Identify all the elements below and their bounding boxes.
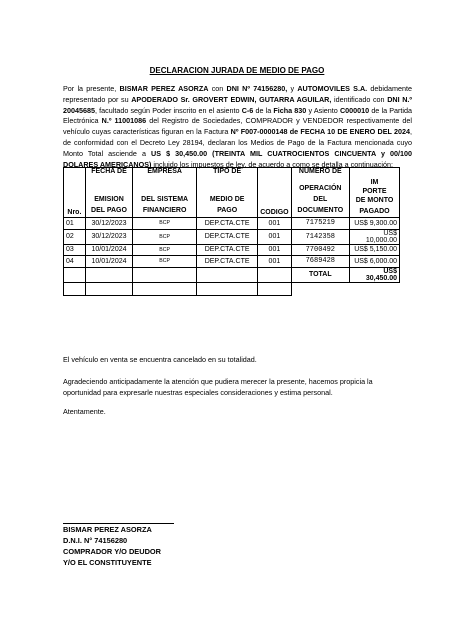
text: incluido los impuestos de ley, de acuerdo a como se detalla a continuación: [151, 159, 393, 169]
cell: US$ 5,150.00 [350, 244, 400, 256]
signer-role: COMPRADOR Y/O DEUDOR [63, 547, 162, 556]
total-label: TOTAL [291, 267, 349, 282]
payment-table [63, 167, 400, 296]
importe-header [350, 168, 400, 218]
invoice-ref: Nº F007-0000148 de FECHA 10 DE ENERO DEL 2024 [230, 127, 411, 137]
cell: US$ 10,000.00 [350, 229, 400, 244]
header-cell: EMISION DEL PAGO [85, 178, 132, 218]
signer-dni: D.N.I. N° 74156280 [63, 536, 128, 545]
cell: DEP.CTA.CTE [197, 244, 258, 256]
cell [291, 282, 349, 295]
representative-dni: DNI N.º 20045685 [63, 94, 413, 115]
cell: 30/12/2023 [85, 218, 132, 230]
table-header-row [64, 178, 400, 218]
cell [133, 282, 197, 295]
header-cell [64, 168, 86, 179]
text: de la [253, 105, 274, 115]
total-value: US$ 30,450.00 [350, 267, 400, 282]
signature-line [63, 523, 174, 524]
ficha: Ficha 830 [273, 105, 307, 115]
cell [258, 267, 291, 282]
header-text: DE MONTO [355, 197, 394, 204]
header-text: PORTE [362, 188, 387, 195]
text: y [287, 84, 298, 93]
text: de la Partida Electrónica [63, 105, 412, 126]
table-row [64, 244, 400, 256]
cell: BCP [133, 256, 197, 268]
cell: 7142358 [291, 229, 349, 244]
intro-paragraph [63, 84, 412, 170]
header-cell: DEL SISTEMA FINANCIERO [133, 178, 197, 218]
cell [64, 282, 86, 295]
cell: DEP.CTA.CTE [197, 256, 258, 268]
cell: 7175219 [291, 218, 349, 230]
text: del Registro de Sociedades, COMPRADOR y VENDEDOR respectivamente del vehículo cuyas características figuran en la Factura [63, 116, 412, 137]
cell: 001 [258, 256, 291, 268]
table-row [64, 218, 400, 230]
cell: 001 [258, 229, 291, 244]
cell: 30/12/2023 [85, 229, 132, 244]
table-row [64, 256, 400, 268]
header-cell: MEDIO DE PAGO [197, 178, 258, 218]
cell: BCP [133, 229, 197, 244]
table-row [64, 282, 400, 295]
closing-paragraph: Agradeciendo anticipadamente la atención que pudiera merecer la presente, hacemos propicia la oportunidad para expresarle nuestras especiales consideraciones y estima personal. [63, 377, 373, 397]
cell [197, 267, 258, 282]
table-header-row [64, 168, 400, 179]
cell [64, 267, 86, 282]
header-cell: OPERACIÓN DEL DOCUMENTO [291, 178, 349, 218]
header-cell: Nro. [64, 178, 86, 218]
buyer-dni: DNI Nº 74156280, [226, 84, 288, 93]
cell [258, 282, 291, 295]
table-row [64, 229, 400, 244]
asiento-2: C000010 [339, 105, 370, 115]
text: , facultado según Poder inscrito en el asiento [94, 105, 242, 115]
header-cell: NUMERO DE [291, 168, 349, 179]
asiento: C-6 [241, 105, 254, 115]
cell [85, 267, 132, 282]
cell: 03 [64, 244, 86, 256]
header-cell: CODIGO [258, 178, 291, 218]
cell: 7700492 [291, 244, 349, 256]
partida: N.º 11001086 [101, 116, 147, 126]
cell: DEP.CTA.CTE [197, 218, 258, 230]
cell: 02 [64, 229, 86, 244]
header-text: PAGADO [359, 208, 390, 215]
text: identificado con [331, 94, 388, 104]
cell: US$ 9,300.00 [350, 218, 400, 230]
header-text: IM [370, 179, 379, 186]
cell: US$ 6,000.00 [350, 256, 400, 268]
buyer-name: BISMAR PEREZ ASORZA [119, 84, 209, 93]
cell: 01 [64, 218, 86, 230]
text: con [208, 84, 227, 93]
representative: APODERADO Sr. GROVERT EDWIN, GUTARRA AGUILAR, [131, 94, 332, 104]
header-cell: TIPO DE [197, 168, 258, 179]
cell [197, 282, 258, 295]
text: Por la presente, [63, 84, 120, 93]
cell: 7689428 [291, 256, 349, 268]
cell: 10/01/2024 [85, 244, 132, 256]
cell: BCP [133, 218, 197, 230]
table-row [64, 267, 400, 282]
cell [133, 267, 197, 282]
document-title: DECLARACION JURADA DE MEDIO DE PAGO [149, 66, 325, 75]
total-amount: US $ 30,450.00 (TREINTA MIL CUATROCIENTOS CINCUENTA y 00/100 DOLARES AMERICANOS) [63, 148, 412, 169]
signer-name: BISMAR PEREZ ASORZA [63, 525, 152, 534]
cell: DEP.CTA.CTE [197, 229, 258, 244]
cell: 001 [258, 218, 291, 230]
text: , de conformidad con el Decreto Ley 28194, declaran los Medios de Pago de la Factura mencionada cuyo Monto Total asciende a [63, 127, 413, 158]
header-cell [258, 168, 291, 179]
cell: 001 [258, 244, 291, 256]
text: y Asiento [306, 105, 340, 115]
company-name: AUTOMOVILES S.A. [297, 84, 368, 93]
cell [350, 282, 400, 295]
header-cell: EMPRESA [133, 168, 197, 179]
cell [85, 282, 132, 295]
signer-role-2: Y/O EL CONSTITUYENTE [63, 558, 152, 567]
cell: 04 [64, 256, 86, 268]
paid-statement: El vehículo en venta se encuentra cancelado en su totalidad. [63, 355, 257, 364]
cell: 10/01/2024 [85, 256, 132, 268]
cell: BCP [133, 244, 197, 256]
text: debidamente representado por su [63, 84, 412, 104]
closing: Atentamente. [63, 407, 106, 416]
header-cell: FECHA DE [85, 168, 132, 179]
